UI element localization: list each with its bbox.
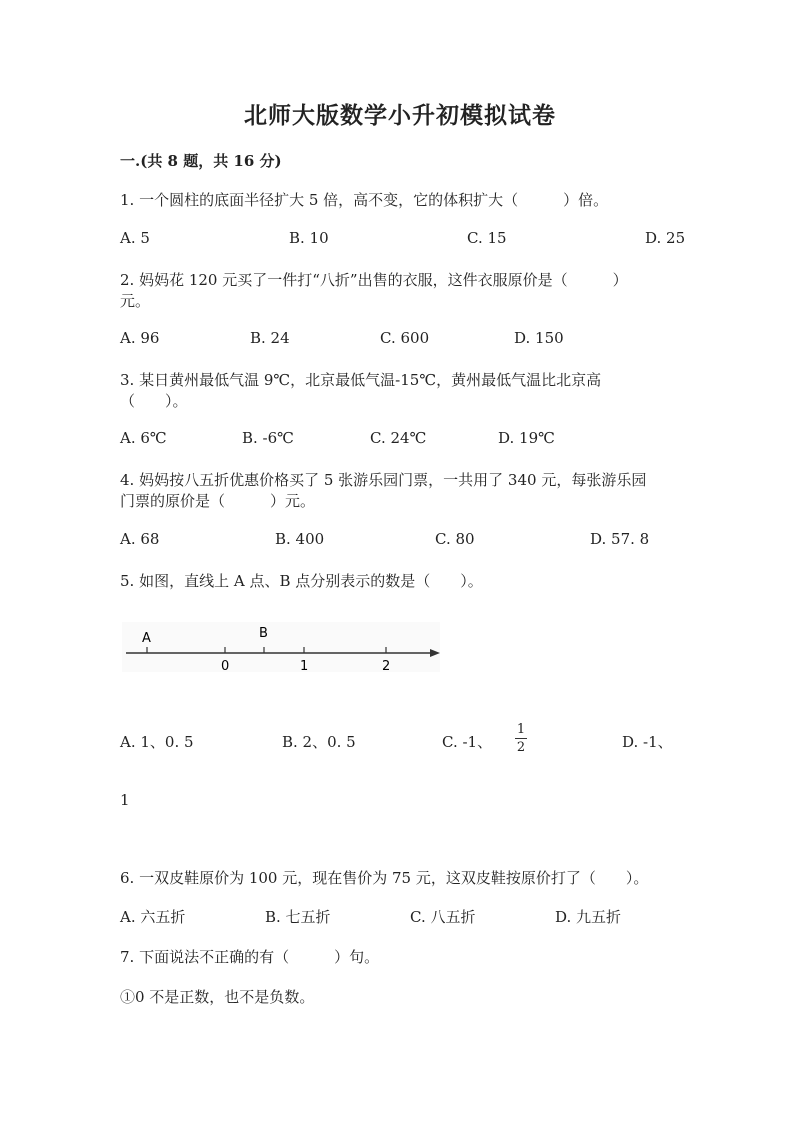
fraction-numerator: 1 xyxy=(516,722,526,737)
tick-label-1: 1 xyxy=(300,659,309,674)
q1-option-d[interactable]: D. 25 xyxy=(645,229,686,247)
q5-option-c[interactable]: C. -1、 xyxy=(442,733,493,751)
question-7: 7. 下面说法不正确的有（ ）句。 xyxy=(120,948,380,966)
fraction-denominator: 2 xyxy=(516,740,526,755)
q2-option-a[interactable]: A. 96 xyxy=(120,329,160,347)
q4-option-c[interactable]: C. 80 xyxy=(435,530,475,548)
q2-option-c[interactable]: C. 600 xyxy=(380,329,430,347)
number-line-figure xyxy=(122,622,442,674)
question-2-line-1: 2. 妈妈花 120 元买了一件打“八折”出售的衣服，这件衣服原价是（ ） xyxy=(120,271,628,289)
q2-option-b[interactable]: B. 24 xyxy=(250,329,290,347)
q7-statement-1: ①0 不是正数，也不是负数。 xyxy=(120,988,315,1006)
fraction-bar xyxy=(515,738,527,739)
q5-option-d[interactable]: D. -1、 xyxy=(622,733,673,751)
tick-label-0: 0 xyxy=(221,659,230,674)
q1-option-c[interactable]: C. 15 xyxy=(467,229,507,247)
tick-label-2: 2 xyxy=(382,659,391,674)
question-4-line-2: 门票的原价是（ ）元。 xyxy=(120,492,316,510)
label-b: B xyxy=(259,626,268,641)
label-a: A xyxy=(142,631,151,646)
question-5: 5. 如图，直线上 A 点、B 点分别表示的数是（ ）。 xyxy=(120,572,483,590)
question-3-line-2: （ ）。 xyxy=(120,392,188,410)
q3-option-d[interactable]: D. 19℃ xyxy=(498,429,555,447)
question-4-line-1: 4. 妈妈按八五折优惠价格买了 5 张游乐园门票，一共用了 340 元，每张游乐园 xyxy=(120,471,647,489)
q3-option-c[interactable]: C. 24℃ xyxy=(370,429,427,447)
q6-option-a[interactable]: A. 六五折 xyxy=(120,908,186,926)
q6-option-c[interactable]: C. 八五折 xyxy=(410,908,476,926)
q4-option-a[interactable]: A. 68 xyxy=(120,530,160,548)
q1-option-b[interactable]: B. 10 xyxy=(289,229,329,247)
question-3-line-1: 3. 某日黄州最低气温 9℃，北京最低气温-15℃，黄州最低气温比北京高 xyxy=(120,371,602,389)
section-heading: 一.(共 8 题，共 16 分) xyxy=(120,152,282,170)
q5-option-b[interactable]: B. 2、0. 5 xyxy=(282,733,356,751)
q5-option-a[interactable]: A. 1、0. 5 xyxy=(120,733,194,751)
q3-option-b[interactable]: B. -6℃ xyxy=(242,429,294,447)
q6-option-b[interactable]: B. 七五折 xyxy=(265,908,331,926)
question-6: 6. 一双皮鞋原价为 100 元，现在售价为 75 元，这双皮鞋按原价打了（ ）。 xyxy=(120,869,649,887)
q1-option-a[interactable]: A. 5 xyxy=(120,229,150,247)
question-2-line-2: 元。 xyxy=(120,292,151,310)
q2-option-d[interactable]: D. 150 xyxy=(514,329,564,347)
figure-background xyxy=(122,622,440,672)
q5-option-d-wrap: 1 xyxy=(120,791,130,809)
q3-option-a[interactable]: A. 6℃ xyxy=(120,429,167,447)
q5-option-c-fraction xyxy=(515,722,527,755)
q6-option-d[interactable]: D. 九五折 xyxy=(555,908,622,926)
question-1: 1. 一个圆柱的底面半径扩大 5 倍，高不变，它的体积扩大（ ）倍。 xyxy=(120,191,609,209)
page-title: 北师大版数学小升初模拟试卷 xyxy=(244,102,556,129)
q4-option-d[interactable]: D. 57. 8 xyxy=(590,530,650,548)
q4-option-b[interactable]: B. 400 xyxy=(275,530,325,548)
